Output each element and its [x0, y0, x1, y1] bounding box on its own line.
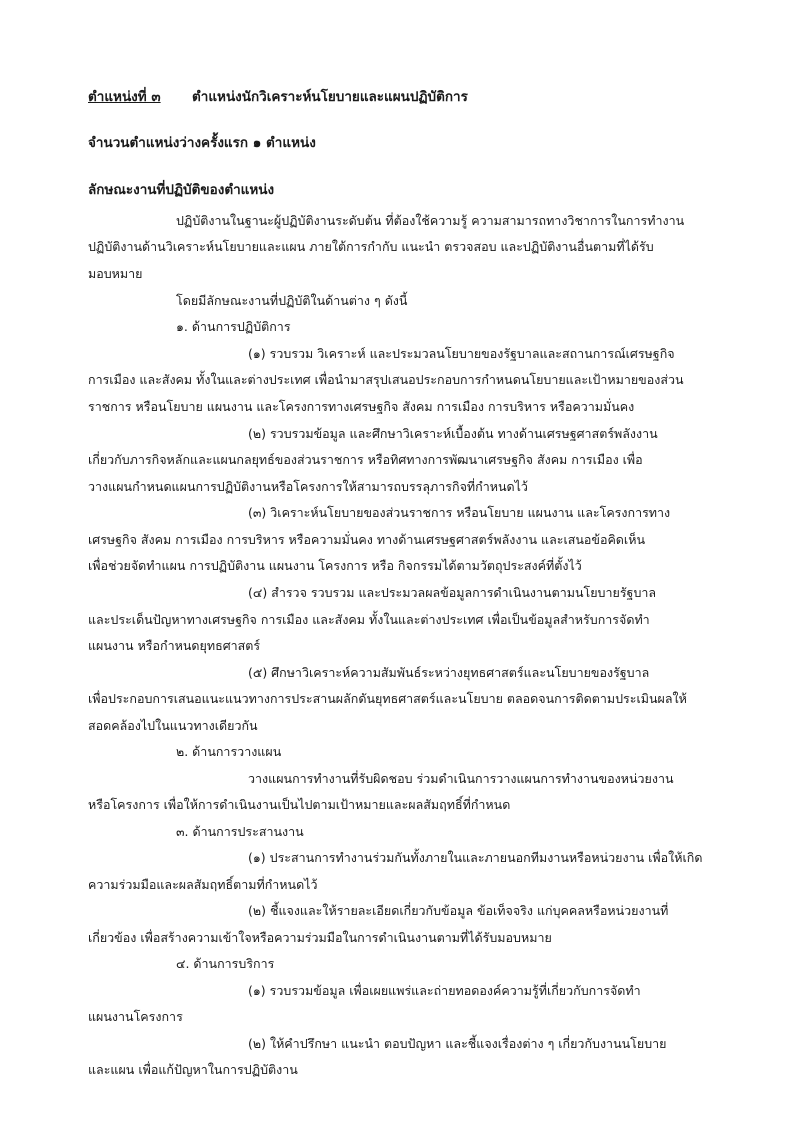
s4-item1-line2: แผนงานโครงการ: [88, 1009, 183, 1024]
s1-item4-line3: แผนงาน หรือกำหนดยุทธศาสตร์: [88, 638, 261, 653]
s1-item4-line2: และประเด็นปัญหาทางเศรษฐกิจ การเมือง และสังคม ทั้งในและต่างประเทศ เพื่อเป็นข้อมูลสำหรับการจัดทำ: [88, 612, 650, 627]
s4-item2-line1: (๒) ให้คำปรึกษา แนะนำ ตอบปัญหา และชี้แจงเรื่องต่าง ๆ เกี่ยวกับงานนโยบาย: [248, 1036, 667, 1051]
s1-item2-line3: วางแผนกำหนดแผนการปฏิบัติงานหรือโครงการให้สามารถบรรลุภารกิจที่กำหนดไว้: [88, 479, 528, 494]
lead-text: โดยมีลักษณะงานที่ปฏิบัติในด้านต่าง ๆ ดังนี้: [176, 293, 408, 308]
vacancy-count: จำนวนตำแหน่งว่างครั้งแรก ๑ ตำแหน่ง: [88, 135, 316, 151]
s3-item2-line1: (๒) ชี้แจงและให้รายละเอียดเกี่ยวกับข้อมูล ข้อเท็จจริง แก่บุคคลหรือหน่วยงานที่: [248, 903, 669, 918]
intro-line-1: ปฏิบัติงานในฐานะผู้ปฏิบัติงานระดับต้น ที่ต้องใช้ความรู้ ความสามารถทางวิชาการในการทำงาน: [176, 213, 685, 228]
s1-item4-line1: (๔) สำรวจ รวบรวม และประมวลผลข้อมูลการดำเนินงานตามนโยบายรัฐบาล: [248, 585, 657, 600]
s1-item3-line3: เพื่อช่วยจัดทำแผน การปฏิบัติงาน แผนงาน โครงการ หรือ กิจกรรมได้ตามวัตถุประสงค์ที่ตั้งไว้: [88, 558, 582, 573]
s2-line1: วางแผนการทำงานที่รับผิดชอบ ร่วมดำเนินการวางแผนการทำงานของหน่วยงาน: [248, 771, 674, 786]
s3-item2-line2: เกี่ยวข้อง เพื่อสร้างความเข้าใจหรือความร่วมมือในการดำเนินงานตามที่ได้รับมอบหมาย: [88, 930, 552, 945]
section-title: ลักษณะงานที่ปฏิบัติของตำแหน่ง: [88, 182, 275, 198]
intro-line-2: ปฏิบัติงานด้านวิเคราะห์นโยบายและแผน ภายใต้การกำกับ แนะนำ ตรวจสอบ และปฏิบัติงานอื่นตามที่ได้รับ: [88, 239, 654, 254]
s1-item5-line1: (๕) ศึกษาวิเคราะห์ความสัมพันธ์ระหว่างยุทธศาสตร์และนโยบายของรัฐบาล: [248, 665, 650, 680]
s1-item3-line1: (๓) วิเคราะห์นโยบายของส่วนราชการ หรือนโยบาย แผนงาน และโครงการทาง: [248, 505, 671, 520]
section-2-heading: ๒. ด้านการวางแผน: [176, 744, 282, 759]
s4-item1-line1: (๑) รวบรวมข้อมูล เพื่อเผยแพร่และถ่ายทอดองค์ความรู้ที่เกี่ยวกับการจัดทำ: [248, 983, 641, 998]
s1-item1-line1: (๑) รวบรวม วิเคราะห์ และประมวลนโยบายของรัฐบาลและสถานการณ์เศรษฐกิจ: [248, 346, 675, 361]
s4-item2-line2: และแผน เพื่อแก้ปัญหาในการปฏิบัติงาน: [88, 1062, 298, 1077]
s1-item2-line2: เกี่ยวกับภารกิจหลักและแผนกลยุทธ์ของส่วนราชการ หรือทิศทางการพัฒนาเศรษฐกิจ สังคม การเมือง เพื่อ: [88, 452, 643, 467]
s3-item1-line2: ความร่วมมือและผลสัมฤทธิ์ตามที่กำหนดไว้: [88, 877, 318, 892]
s3-item1-line1: (๑) ประสานการทำงานร่วมกันทั้งภายในและภายนอกทีมงานหรือหน่วยงาน เพื่อให้เกิด: [248, 850, 703, 865]
s1-item1-line3: ราชการ หรือนโยบาย แผนงาน และโครงการทางเศรษฐกิจ สังคม การเมือง การบริหาร หรือความมั่นคง: [88, 399, 635, 414]
s1-item3-line2: เศรษฐกิจ สังคม การเมือง การบริหาร หรือความมั่นคง ทางด้านเศรษฐศาสตร์พลังงาน และเสนอข้อคิดเห็น: [88, 532, 645, 547]
s1-item1-line2: การเมือง และสังคม ทั้งในและต่างประเทศ เพื่อนำมาสรุปเสนอประกอบการกำหนดนโยบายและเป้าหมายของส่วน: [88, 372, 684, 387]
s1-item2-line1: (๒) รวบรวมข้อมูล และศึกษาวิเคราะห์เบื้องต้น ทางด้านเศรษฐศาสตร์พลังงาน: [248, 426, 658, 441]
section-3-heading: ๓. ด้านการประสานงาน: [176, 824, 304, 839]
s1-item5-line3: สอดคล้องไปในแนวทางเดียวกัน: [88, 718, 258, 733]
s1-item5-line2: เพื่อประกอบการเสนอแนะแนวทางการประสานผลักดันยุทธศาสตร์และนโยบาย ตลอดจนการติดตามประเมินผลให้: [88, 691, 687, 706]
s2-line2: หรือโครงการ เพื่อให้การดำเนินงานเป็นไปตามเป้าหมายและผลสัมฤทธิ์ที่กำหนด: [88, 797, 511, 812]
intro-line-3: มอบหมาย: [88, 266, 143, 281]
position-label: ตำแหน่งที่ ๓: [88, 89, 161, 105]
position-title: ตำแหน่งนักวิเคราะห์นโยบายและแผนปฏิบัติการ: [192, 89, 468, 105]
section-4-heading: ๔. ด้านการบริการ: [176, 956, 275, 971]
section-1-heading: ๑. ด้านการปฏิบัติการ: [176, 319, 291, 334]
